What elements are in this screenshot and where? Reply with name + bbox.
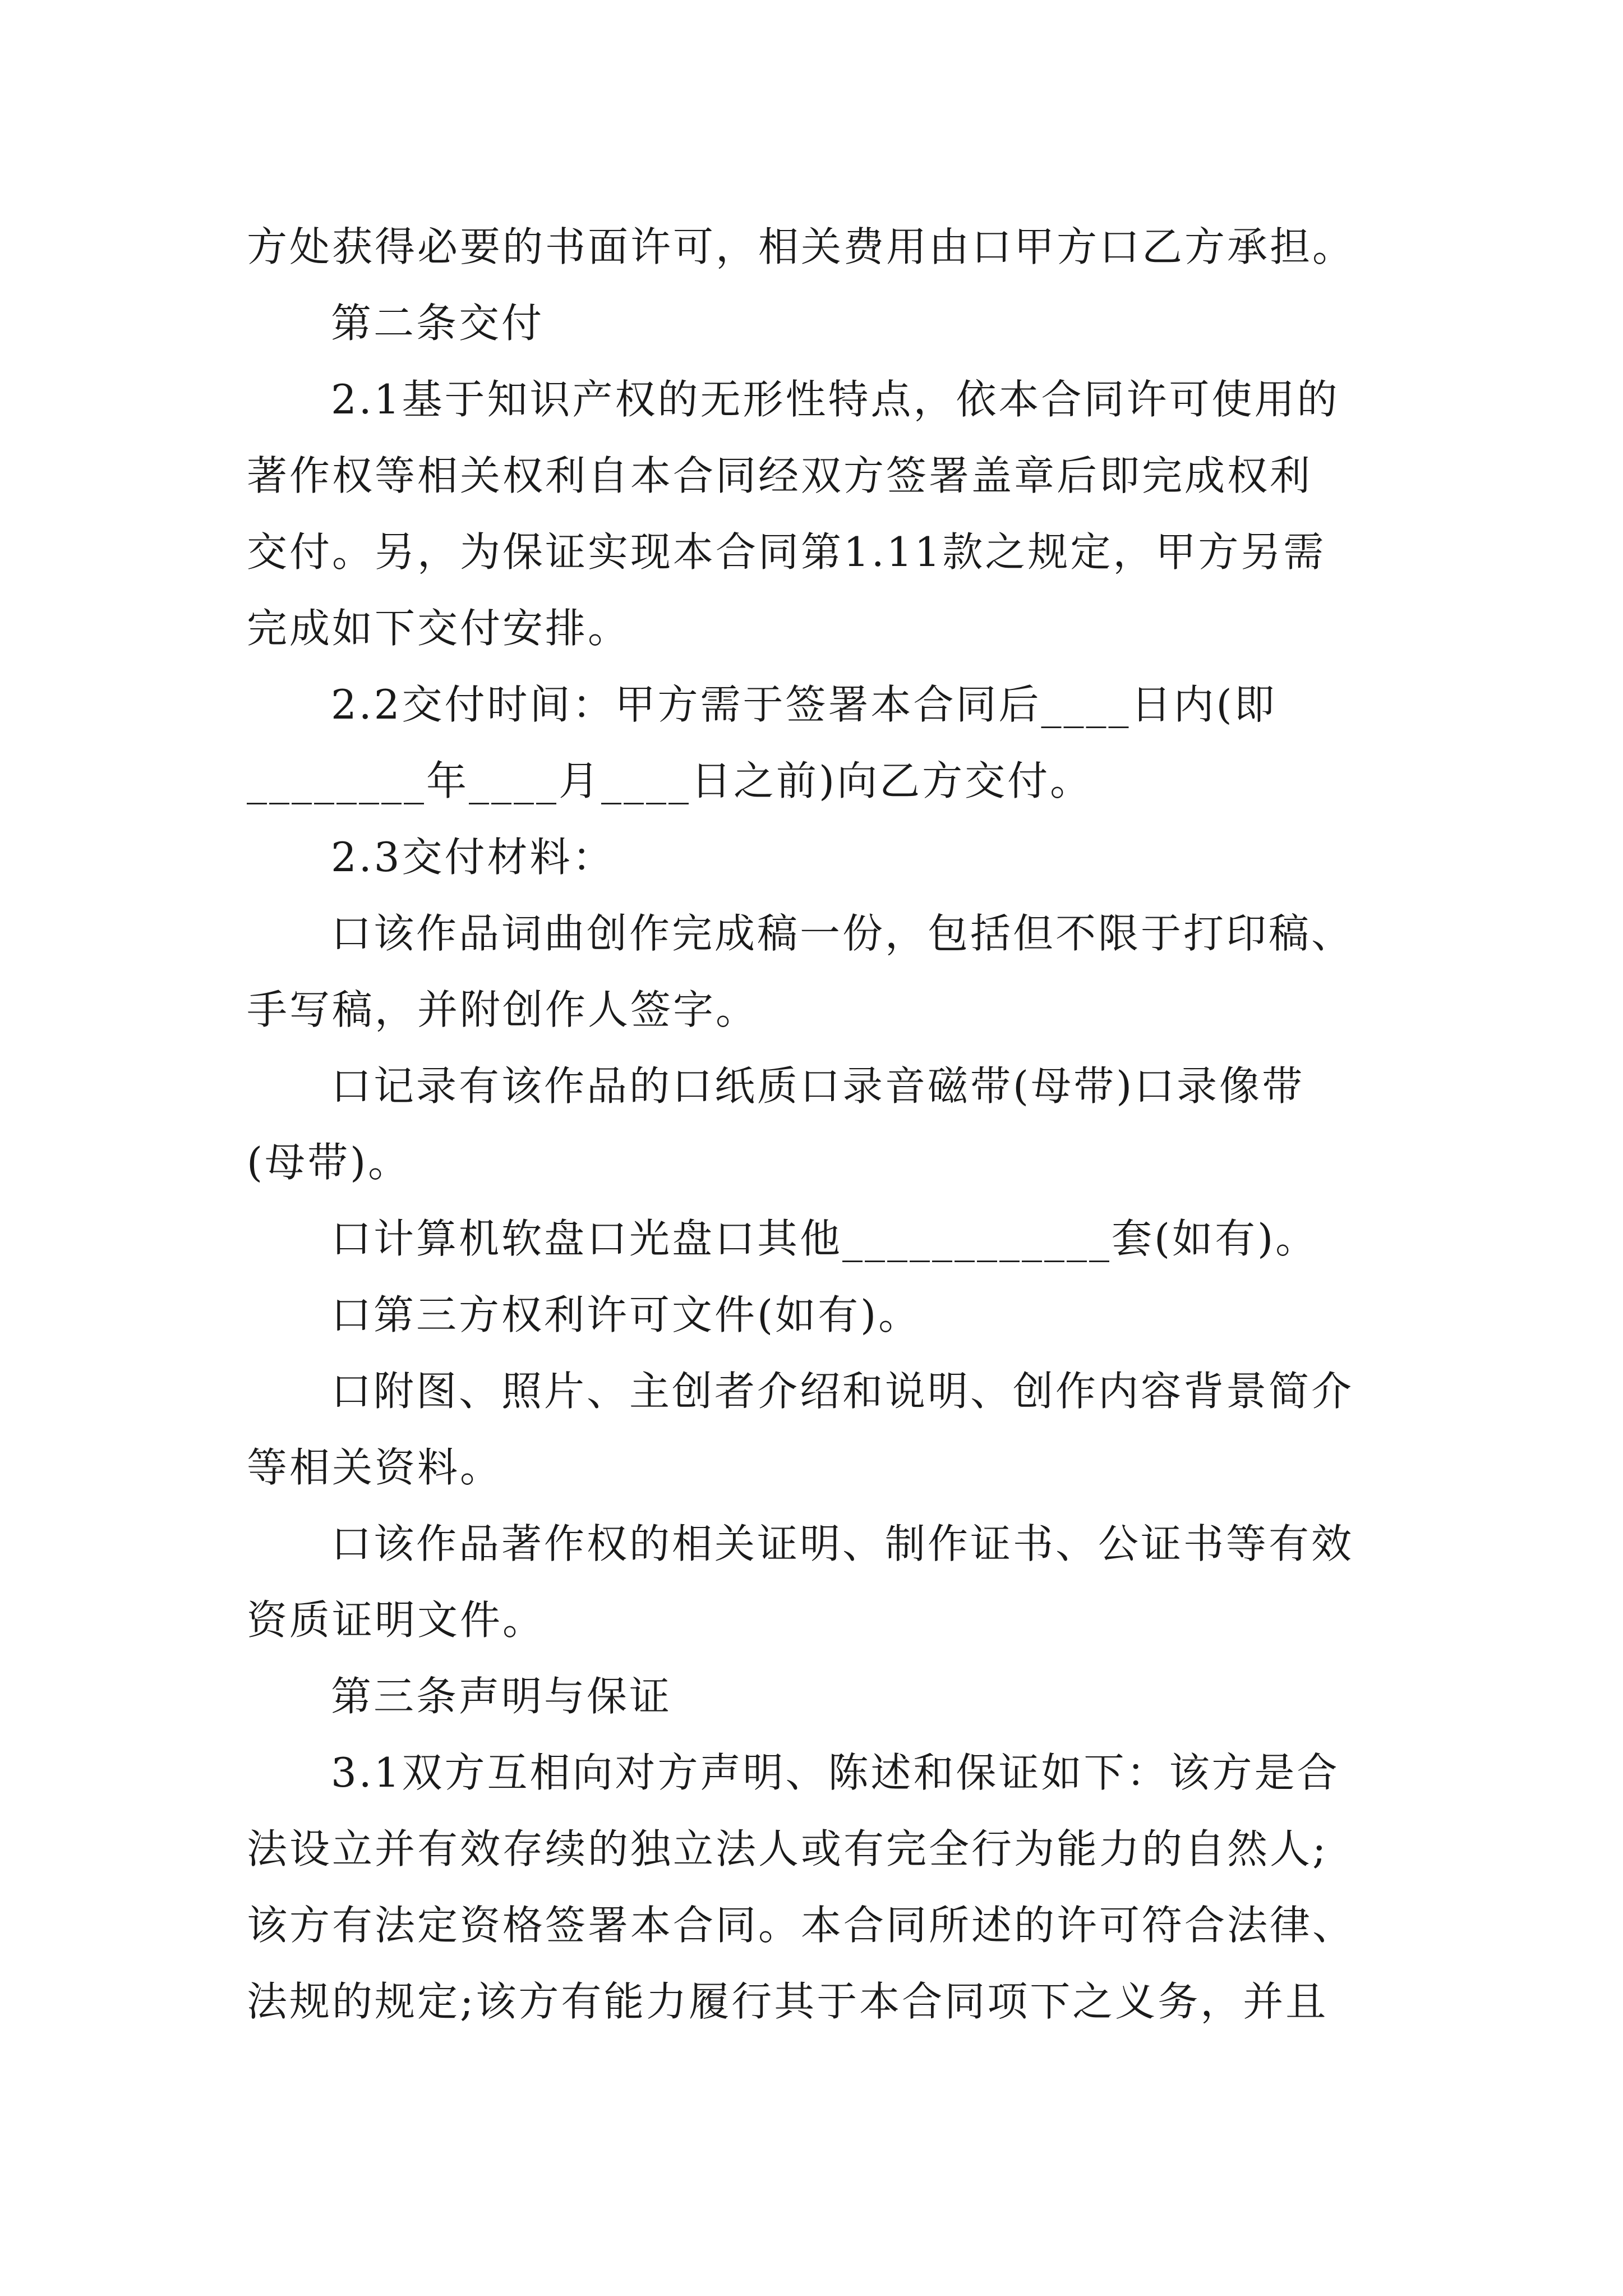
text-line: 口计算机软盘口光盘口其他____________套(如有)。 [331,1215,1318,1262]
text-line: 2.2交付时间：甲方需于签署本合同后____日内(即 [331,681,1277,728]
text-line: 方处获得必要的书面许可，相关费用由口甲方口乙方承担。 [247,223,1355,270]
text-line: 口该作品著作权的相关证明、制作证书、公证书等有效 [331,1520,1354,1567]
document-body [247,209,1385,2040]
text-line: 3.1双方互相向对方声明、陈述和保证如下：该方是合 [331,1749,1340,1796]
text-line: 口第三方权利许可文件(如有)。 [331,1291,921,1338]
text-line: 口该作品词曲创作完成稿一份，包括但不限于打印稿、 [331,910,1354,957]
text-line: 著作权等相关权利自本合同经双方签署盖章后即完成权利 [247,452,1313,499]
text-line: 第三条声明与保证 [331,1673,672,1720]
text-line: 2.1基于知识产权的无形性特点，依本合同许可使用的 [331,376,1340,423]
text-line: 完成如下交付安排。 [247,605,631,652]
text-line: 口附图、照片、主创者介绍和说明、创作内容背景简介 [331,1368,1354,1415]
text-line: 口记录有该作品的口纸质口录音磁带(母带)口录像带 [331,1062,1305,1110]
text-line: 法规的规定;该方有能力履行其于本合同项下之义务，并且 [247,1978,1329,2025]
text-line: 等相关资料。 [247,1444,503,1491]
text-line: 第二条交付 [331,300,545,347]
text-line: ________年____月____日之前)向乙方交付。 [247,757,1093,804]
text-line: 手写稿，并附创作人签字。 [247,986,759,1033]
text-line: (母带)。 [247,1139,411,1186]
text-line: 该方有法定资格签署本合同。本合同所述的许可符合法律、 [247,1902,1355,1949]
text-line: 2.3交付材料： [331,834,615,881]
text-line: 交付。另，为保证实现本合同第1.11款之规定，甲方另需 [247,528,1326,576]
text-line: 法设立并有效存续的独立法人或有完全行为能力的自然人; [247,1825,1329,1872]
text-line: 资质证明文件。 [247,1596,546,1644]
